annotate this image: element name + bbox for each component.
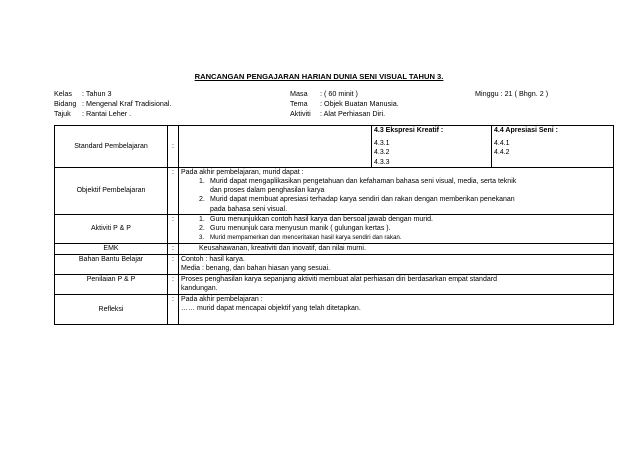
row-standard: [55, 126, 614, 168]
refleksi-line: …… murid dapat mencapai objektif yang telah ditetapkan.: [181, 305, 361, 313]
item-number: 2.: [199, 196, 205, 204]
penilaian-colon: :: [168, 274, 179, 294]
row-aktiviti: [55, 214, 614, 243]
minggu-text: Minggu : 21 ( Bhgn. 2 ): [475, 89, 549, 98]
objektif-label: Objektif Pembelajaran: [55, 167, 168, 214]
objektif-item-cont: dan proses dalam penghasilan karya: [210, 187, 325, 195]
masa-label: Masa: [290, 89, 308, 98]
bahan-label: Bahan Bantu Belajar: [55, 254, 168, 274]
standard-col-ekspresi: [372, 126, 492, 168]
aktiviti-label: Aktiviti: [290, 109, 311, 118]
ekspresi-heading: 4.3 Ekspresi Kreatif :: [374, 127, 444, 134]
item-number: 3.: [199, 234, 205, 242]
tajuk-value: : Rantai Leher .: [82, 109, 132, 118]
item-text: Murid dapat mengaplikasikan pengetahuan dan kefahaman bahasa seni visual, media, serta teknik: [210, 178, 517, 186]
masa-value: : ( 60 minit ): [320, 89, 358, 98]
item-number: 1.: [199, 215, 205, 223]
objektif-colon: :: [168, 167, 179, 214]
bidang-label: Bidang: [54, 99, 77, 108]
row-refleksi: [55, 294, 614, 324]
bahan-colon: :: [168, 254, 179, 274]
apresiasi-item: 4.4.1: [494, 140, 510, 148]
objektif-intro: Pada akhir pembelajaran, murid dapat :: [181, 168, 304, 176]
page-title: RANCANGAN PENGAJARAN HARIAN DUNIA SENI VISUAL TAHUN 3.: [194, 72, 444, 81]
lesson-plan-table: [54, 125, 614, 325]
kelas-value: : Tahun 3: [82, 89, 112, 98]
ekspresi-item: 4.3.1: [374, 140, 390, 148]
apresiasi-item: 4.4.2: [494, 149, 510, 157]
bahan-content: [179, 254, 614, 274]
item-text: Guru menunjukkan contoh hasil karya dan bersoal jawab dengan murid.: [210, 215, 433, 223]
row-emk: [55, 243, 614, 254]
apresiasi-heading: 4.4 Apresiasi Seni :: [494, 127, 558, 134]
bidang-value: : Mengenal Kraf Tradisional.: [82, 99, 172, 108]
ekspresi-item: 4.3.3: [374, 158, 390, 166]
objektif-item: [181, 195, 611, 204]
row-bahan: [55, 254, 614, 274]
ekspresi-item: 4.3.2: [374, 149, 390, 157]
tajuk-label: Tajuk: [54, 109, 71, 118]
penilaian-content: [179, 274, 614, 294]
objektif-item-cont: pada bahasa seni visual.: [210, 205, 288, 213]
tema-value: : Objek Buatan Manusia.: [320, 99, 399, 108]
tema-label: Tema: [290, 99, 308, 108]
item-text: Guru menunjuk cara menyusun manik ( gulungan kertas ).: [210, 225, 391, 233]
aktiviti-value: : Alat Perhiasan Diri.: [320, 109, 386, 118]
refleksi-content: [179, 294, 614, 324]
row-objektif: [55, 167, 614, 214]
refleksi-line: Pada akhir pembelajaran :: [181, 295, 263, 303]
aktiviti-item: [181, 233, 611, 242]
standard-empty-cell: [179, 126, 372, 168]
kelas-label: Kelas: [54, 89, 72, 98]
objektif-content: [179, 167, 614, 214]
objektif-item: [181, 177, 611, 186]
aktiviti-item: [181, 224, 611, 233]
penilaian-label: Penilaian P & P: [55, 274, 168, 294]
refleksi-colon: :: [168, 294, 179, 324]
item-text: Murid mempamerkan dan menceritakan hasil karya sendiri dan rakan.: [210, 234, 402, 242]
aktiviti-pp-label: Aktiviti P & P: [55, 214, 168, 243]
item-number: 2.: [199, 225, 205, 233]
item-text: Murid dapat membuat apresiasi terhadap karya sendiri dan rakan dengan memberikan penekanan: [210, 196, 515, 204]
bahan-line: Contoh : hasil karya.: [181, 255, 245, 263]
standard-col-apresiasi: [492, 126, 614, 168]
aktiviti-item: [181, 215, 611, 224]
penilaian-line: Proses penghasilan karya sepanjang aktiviti membuat alat perhiasan diri berdasarkan empat standard: [181, 275, 497, 283]
standard-label: Standard Pembelajaran: [55, 126, 168, 168]
aktiviti-colon: :: [168, 214, 179, 243]
item-number: 1.: [199, 178, 205, 186]
emk-value: Keusahawanan, kreativiti dan inovatif, dan nilai murni.: [179, 243, 614, 254]
standard-colon: :: [168, 126, 179, 168]
refleksi-label: Refleksi: [55, 294, 168, 324]
penilaian-line: kandungan.: [181, 285, 218, 293]
emk-colon: :: [168, 243, 179, 254]
aktiviti-content: [179, 214, 614, 243]
emk-label: EMK: [55, 243, 168, 254]
row-penilaian: [55, 274, 614, 294]
bahan-line: Media : benang, dan bahan hiasan yang sesuai.: [181, 265, 331, 273]
